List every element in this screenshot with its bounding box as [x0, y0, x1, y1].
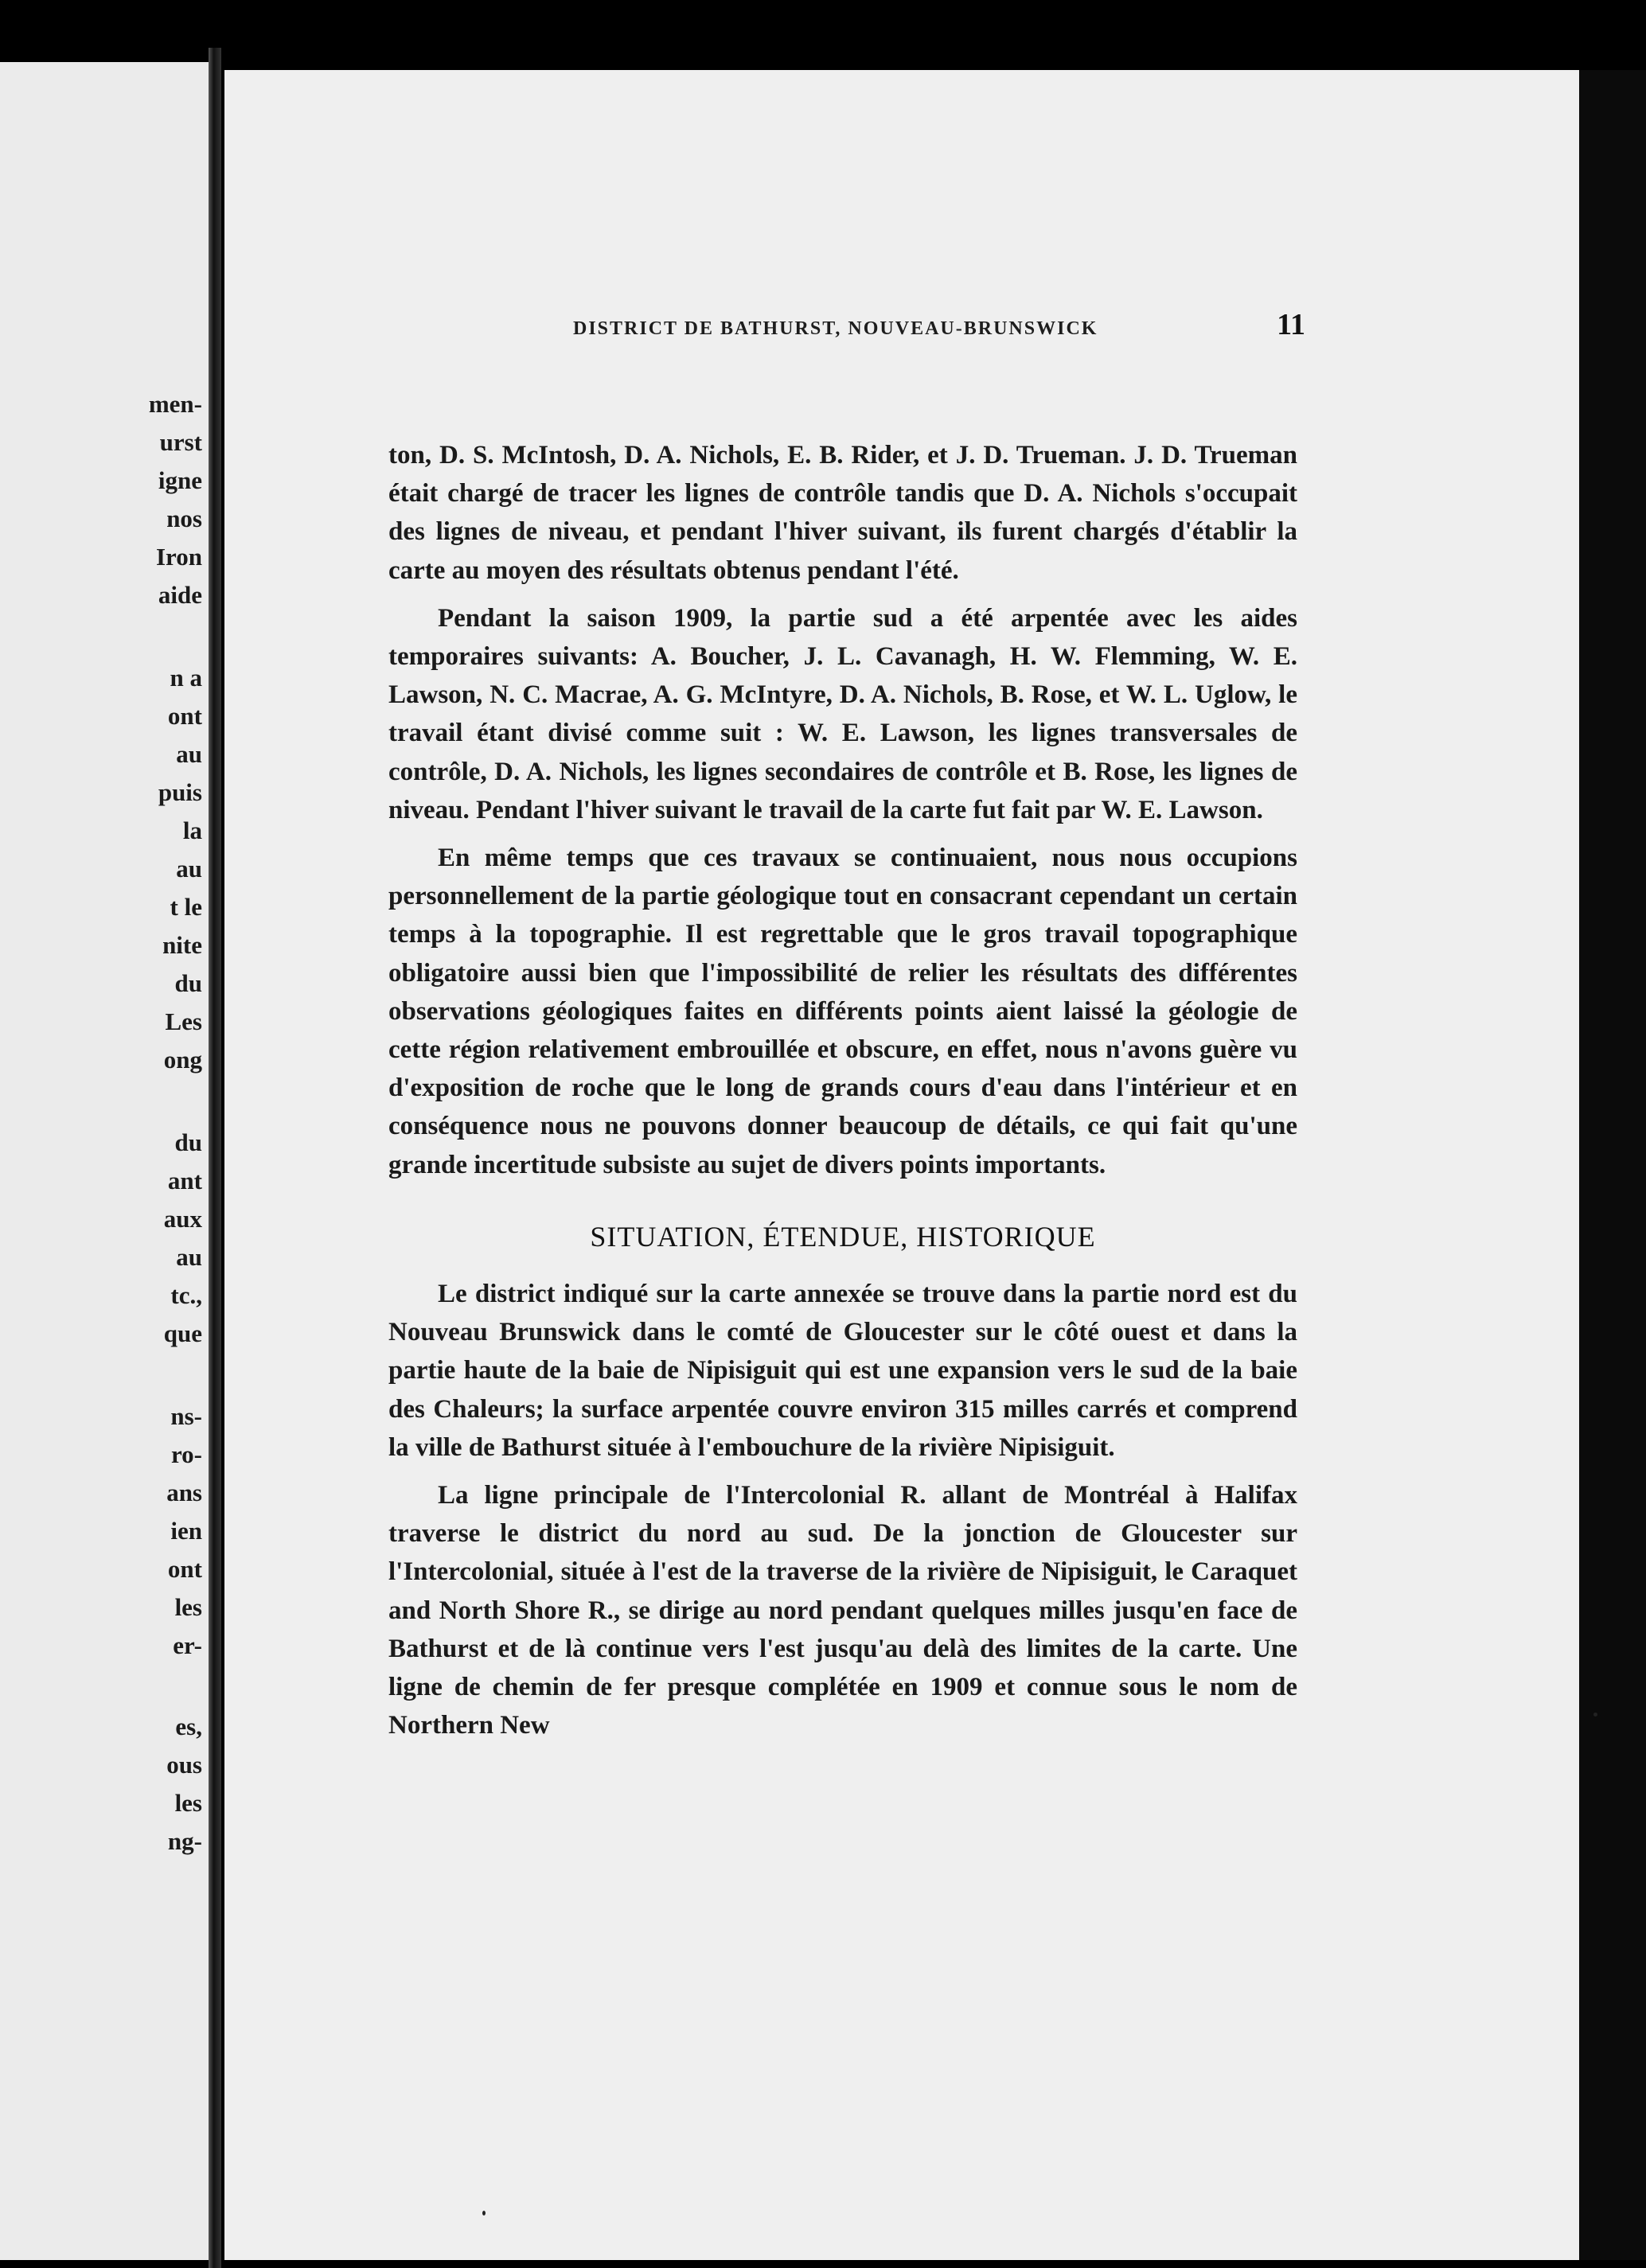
previous-page-fragment-text: ong [163, 1046, 202, 1074]
previous-page-fragment-text: du [174, 969, 202, 997]
scan-speck [482, 2211, 486, 2215]
previous-page-fragment-text: t le [170, 893, 202, 921]
running-head: DISTRICT DE BATHURST, NOUVEAU-BRUNSWICK [573, 318, 1098, 339]
paragraph: Pendant la saison 1909, la partie sud a été arpentée avec les aides temporaires suivants: A. Boucher, J. L. Cavanagh, H. W. Flemming, W. E. Lawson, N. C. Macrae, A. G. McIntyre, D. A. Nichols, B. Rose, et W. L. Uglow, le travail étant divisé comme suit : W. E. Lawson, les lignes transversales de contrôle, D. A. Nichols, les lignes secondaires de contrôle et B. Rose, les lignes de niveau. Pendant l'hiver suivant le travail de la carte fut fait par W. E. Lawson. [388, 603, 1297, 824]
paragraph: ton, D. S. McIntosh, D. A. Nichols, E. B. Rider, et J. D. Trueman. J. D. Trueman était chargé de tracer les lignes de contrôle tandis que D. A. Nichols s'occupait des lignes de niveau, et pendant l'hiver suivant, ils furent chargés d'établir la carte au moyen des résultats obtenus pendant l'été. [388, 441, 1297, 585]
previous-page-fragment-text: er- [173, 1631, 202, 1659]
paragraph: La ligne principale de l'Intercolonial R. allant de Montréal à Halifax traverse le district du nord au sud. De la jonction de Gloucester sur l'Intercolonial, située à l'est de la traverse de la rivière de Nipisiguit, le Caraquet and North Shore R., se dirige au nord pendant quelques milles jusqu'en face de Bathurst et de là continue vers l'est jusqu'au delà des limites de la carte. Une ligne de chemin de fer presque complétée en 1909 et connue sous le nom de Northern New [388, 1481, 1297, 1740]
scan-speck [1593, 1713, 1597, 1717]
previous-page-fragment-text: men- [148, 390, 202, 418]
previous-page-fragment-text: igne [158, 466, 202, 494]
page-number: 11 [1277, 308, 1305, 341]
page-edge-shadow [1579, 70, 1646, 2260]
previous-page-fragment-text: ng- [167, 1827, 202, 1855]
previous-page-fragment-text: es, [175, 1713, 202, 1740]
previous-page-fragment-text: ien [170, 1517, 202, 1545]
previous-page-fragment-text: n a [170, 664, 202, 692]
previous-page-fragment-text: ant [167, 1167, 202, 1194]
paragraph: Le district indiqué sur la carte annexée se trouve dans la partie nord est du Nouveau Brunswick dans le comté de Gloucester sur le côté ouest et dans la partie haute de la baie de Nipisiguit qui est une expansion vers le sud de la baie des Chaleurs; la surface arpentée couvre environ 315 milles carrés et comprend la ville de Bathurst située à l'embouchure de la rivière Nipisiguit. [388, 1280, 1297, 1462]
previous-page-fragment-text: ont [167, 1555, 202, 1583]
previous-page-fragment-text: nite [162, 931, 202, 959]
previous-page-fragment-text: que [163, 1319, 202, 1347]
previous-page-fragment-text: au [176, 1243, 202, 1271]
previous-page-fragment-text: du [174, 1128, 202, 1156]
previous-page-fragment-text: ns- [170, 1402, 202, 1430]
previous-page-fragment-text: aux [163, 1205, 202, 1233]
previous-page-fragment-text: les [174, 1789, 202, 1817]
previous-page-fragment-text: ans [166, 1479, 202, 1506]
previous-page-fragment-text: la [182, 816, 202, 844]
section-heading: SITUATION, ÉTENDUE, HISTORIQUE [590, 1220, 1096, 1253]
previous-page-fragment-text: au [176, 740, 202, 768]
previous-page-fragment-text: Iron [155, 543, 202, 571]
previous-page-fragment-text: ont [167, 702, 202, 730]
book-gutter [209, 48, 221, 2268]
previous-page-line-ends [0, 62, 213, 2260]
previous-page-fragment-text: urst [159, 428, 202, 456]
previous-page-fragment-text: ous [166, 1751, 202, 1779]
previous-page-fragment-text: puis [158, 778, 202, 806]
previous-page-fragment-text: au [176, 855, 202, 883]
paragraph: En même temps que ces travaux se continuaient, nous nous occupions personnellement de la partie géologique tout en consacrant cependant un certain temps à la topographie. Il est regrettable que le gros travail topographique obligatoire aussi bien que l'impossibilité de relier les résultats des différentes observations géologiques faites en différents points aient laissé la géologie de cette région relativement embrouillée et obscure, en effet, nous n'avons guère vu d'exposition de roche que le long de grands cours d'eau dans l'intérieur et en conséquence nous ne pouvons donner beaucoup de détails, ce qui fait qu'une grande incertitude subsiste au sujet de divers points importants. [388, 844, 1297, 1179]
previous-page-fragment [0, 62, 213, 2260]
previous-page-fragment-text: nos [166, 505, 202, 532]
previous-page-fragment-text: aide [158, 581, 202, 609]
previous-page-fragment-text: les [174, 1593, 202, 1621]
previous-page-fragment-text: Les [165, 1007, 202, 1035]
previous-page-fragment-text: ro- [170, 1440, 202, 1468]
previous-page-fragment-text: tc., [170, 1281, 202, 1309]
body-text [388, 436, 1297, 1755]
page-header [350, 307, 1305, 342]
